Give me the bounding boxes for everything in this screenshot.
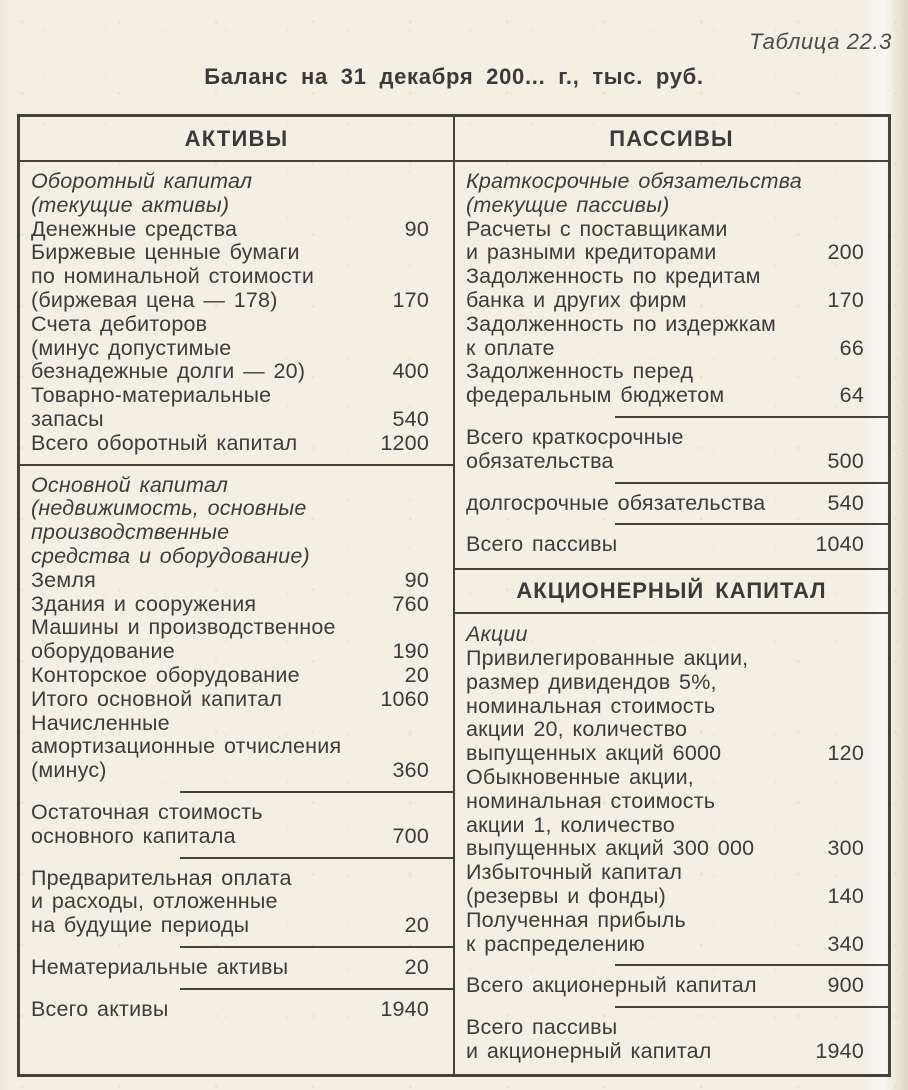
row-label: к распределению <box>466 931 645 956</box>
row-label: основного капитала <box>31 823 236 848</box>
row-label: Всего акционерный капитал <box>466 973 757 998</box>
row-label: Здания и сооружения <box>31 591 257 616</box>
table-row <box>20 521 453 545</box>
table-row <box>455 766 888 790</box>
table-row <box>20 914 453 938</box>
table-row <box>455 885 888 909</box>
page-title: Баланс на 31 декабря 200... г., тыс. руб. <box>204 64 704 89</box>
row-label: Обыкновенные акции, <box>466 764 694 789</box>
row-value: 20 <box>404 662 429 687</box>
table-row <box>455 194 888 218</box>
row-value: 400 <box>392 359 429 384</box>
table-row <box>455 814 888 838</box>
row-value: 300 <box>827 836 864 861</box>
row-label: Конторское оборудование <box>31 662 300 687</box>
table-row <box>20 616 453 640</box>
table-row <box>455 337 888 361</box>
table-row <box>455 492 888 516</box>
row-label: производственные <box>31 520 230 545</box>
table-row <box>20 664 453 688</box>
table-row <box>455 671 888 695</box>
row-label: федеральным бюджетом <box>466 383 725 408</box>
table-row <box>20 688 453 712</box>
row-label: запасы <box>31 406 104 431</box>
table-row <box>455 218 888 242</box>
row-value: 170 <box>392 287 429 312</box>
row-label: к оплате <box>466 335 555 360</box>
section-divider <box>615 482 888 484</box>
table-row <box>455 1040 888 1064</box>
table-row <box>20 194 453 218</box>
row-label: Полученная прибыль <box>466 907 686 932</box>
table-row <box>455 289 888 313</box>
table-row <box>20 956 453 980</box>
row-label: безнадежные долги — 20) <box>31 359 306 384</box>
table-row <box>455 909 888 933</box>
table-row <box>20 408 453 432</box>
table-row <box>20 265 453 289</box>
row-label: Предварительная оплата <box>31 865 292 890</box>
row-value: 66 <box>839 335 864 360</box>
table-row <box>455 790 888 814</box>
row-label: Денежные средства <box>31 216 238 241</box>
row-label: Товарно-материальные <box>31 383 272 408</box>
row-label: (минус допустимые <box>31 335 232 360</box>
row-label: (недвижимость, основные <box>31 496 307 521</box>
row-label: Оборотный капитал <box>31 169 253 193</box>
row-label: Машины и производственное <box>31 615 336 640</box>
section-divider <box>180 946 453 948</box>
row-label: Всего пассивы <box>466 532 618 557</box>
table-row <box>455 426 888 450</box>
row-label: (текущие пассивы) <box>466 192 670 217</box>
row-label: (минус) <box>31 758 107 783</box>
row-value: 20 <box>404 913 429 938</box>
table-row <box>20 289 453 313</box>
table-row <box>455 837 888 861</box>
liabilities-column-header: ПАССИВЫ <box>453 117 888 160</box>
equity-section-header: АКЦИОНЕРНЫЙ КАПИТАЛ <box>455 568 888 614</box>
table-caption: Таблица 22.3 <box>749 29 892 54</box>
table-row <box>455 861 888 885</box>
row-label: и расходы, отложенные <box>31 889 278 914</box>
table-row <box>455 241 888 265</box>
row-value: 64 <box>839 383 864 408</box>
row-label: Задолженность по издержкам <box>466 311 776 336</box>
table-row <box>20 313 453 337</box>
row-label: Расчеты с поставщиками <box>466 216 728 241</box>
table-row <box>20 998 453 1022</box>
table-row <box>455 170 888 194</box>
table-row <box>20 801 453 825</box>
row-value: 540 <box>392 406 429 431</box>
row-value: 360 <box>392 758 429 783</box>
table-row <box>20 735 453 759</box>
row-label: Итого основной капитал <box>31 686 283 711</box>
row-value: 1940 <box>380 996 429 1021</box>
row-value: 1060 <box>380 686 429 711</box>
table-row <box>455 450 888 474</box>
row-value: 1940 <box>815 1038 864 1063</box>
row-label: Всего пассивы <box>466 1015 618 1040</box>
row-label: размер дивидендов 5%, <box>466 669 717 694</box>
table-row <box>455 742 888 766</box>
row-value: 170 <box>827 287 864 312</box>
section-divider <box>180 988 453 990</box>
table-row <box>20 759 453 783</box>
row-value: 20 <box>404 954 429 979</box>
row-value: 120 <box>827 741 864 766</box>
table-row <box>455 265 888 289</box>
row-label: и акционерный капитал <box>466 1038 712 1063</box>
row-label: Избыточный капитал <box>466 860 683 885</box>
table-row <box>20 170 453 194</box>
row-label: Всего оборотный капитал <box>31 430 298 455</box>
table-row <box>455 384 888 408</box>
row-label: (резервы и фонды) <box>466 883 667 908</box>
row-label: Счета дебиторов <box>31 311 208 336</box>
table-row <box>455 933 888 957</box>
table-row <box>455 718 888 742</box>
table-row <box>20 545 453 569</box>
table-row <box>455 647 888 671</box>
row-label: Нематериальные активы <box>31 954 289 979</box>
row-label: Основной капитал <box>31 472 229 497</box>
table-row <box>20 337 453 361</box>
row-value: 760 <box>392 591 429 616</box>
table-row <box>20 593 453 617</box>
row-label: Всего краткосрочные <box>466 424 684 449</box>
table-row <box>20 241 453 265</box>
row-label: акции 20, количество <box>466 717 688 742</box>
row-label: и разными кредиторами <box>466 240 717 265</box>
row-value: 90 <box>404 567 429 592</box>
balance-sheet-table <box>17 114 891 1077</box>
row-label: Акции <box>466 622 528 647</box>
row-value: 140 <box>827 883 864 908</box>
table-row <box>20 360 453 384</box>
row-label: выпущенных акций 6000 <box>466 741 722 766</box>
table-body <box>20 162 888 1074</box>
table-row <box>20 497 453 521</box>
table-row <box>20 474 453 498</box>
row-label: выпущенных акций 300 000 <box>466 836 755 861</box>
table-row <box>20 218 453 242</box>
table-row <box>455 313 888 337</box>
table-row <box>455 360 888 384</box>
row-value: 340 <box>827 931 864 956</box>
row-label: по номинальной стоимости <box>31 264 315 289</box>
section-divider <box>615 416 888 418</box>
table-row <box>20 384 453 408</box>
table-row <box>20 640 453 664</box>
row-label: номинальная стоимость <box>466 693 716 718</box>
section-divider <box>615 523 888 525</box>
row-value: 700 <box>392 823 429 848</box>
table-row <box>20 569 453 593</box>
liabilities-column <box>453 162 888 1074</box>
row-label: (текущие активы) <box>31 192 230 217</box>
row-label: амортизационные отчисления <box>31 734 342 759</box>
table-row <box>20 890 453 914</box>
row-label: акции 1, количество <box>466 812 675 837</box>
table-row <box>20 712 453 736</box>
table-row <box>20 432 453 456</box>
row-value: 90 <box>404 216 429 241</box>
table-row <box>20 825 453 849</box>
row-value: 500 <box>827 448 864 473</box>
row-label: средства и оборудование) <box>31 543 310 568</box>
row-label: Начисленные <box>31 710 170 735</box>
row-label: обязательства <box>466 448 614 473</box>
row-label: долгосрочные обязательства <box>466 490 766 515</box>
row-value: 190 <box>392 639 429 664</box>
row-value: 540 <box>827 490 864 515</box>
row-label: Всего активы <box>31 996 169 1021</box>
table-row <box>455 533 888 557</box>
section-divider <box>615 1006 888 1008</box>
row-label: на будущие периоды <box>31 913 250 938</box>
section-divider <box>20 464 453 466</box>
row-label: Остаточная стоимость <box>31 799 263 824</box>
assets-column <box>20 162 453 1074</box>
section-divider <box>180 791 453 793</box>
row-label: банка и других фирм <box>466 287 687 312</box>
section-divider <box>180 857 453 859</box>
section-divider <box>615 964 888 966</box>
row-label: Биржевые ценные бумаги <box>31 240 300 265</box>
row-label: Задолженность перед <box>466 359 694 384</box>
table-row <box>455 974 888 998</box>
row-label: Краткосрочные обязательства <box>466 169 802 193</box>
table-row <box>455 623 888 647</box>
row-label: оборудование <box>31 639 175 664</box>
row-value: 1200 <box>380 430 429 455</box>
row-label: Привилегированные акции, <box>466 645 749 670</box>
table-header-row <box>20 117 888 162</box>
row-value: 900 <box>827 973 864 998</box>
row-label: Задолженность по кредитам <box>466 264 761 289</box>
row-value: 200 <box>827 240 864 265</box>
table-row <box>20 867 453 891</box>
row-label: номинальная стоимость <box>466 788 716 813</box>
row-label: (биржевая цена — 178) <box>31 287 278 312</box>
row-value: 1040 <box>815 532 864 557</box>
table-row <box>455 695 888 719</box>
table-row <box>455 1016 888 1040</box>
row-label: Земля <box>31 567 96 592</box>
assets-column-header: АКТИВЫ <box>184 126 289 151</box>
